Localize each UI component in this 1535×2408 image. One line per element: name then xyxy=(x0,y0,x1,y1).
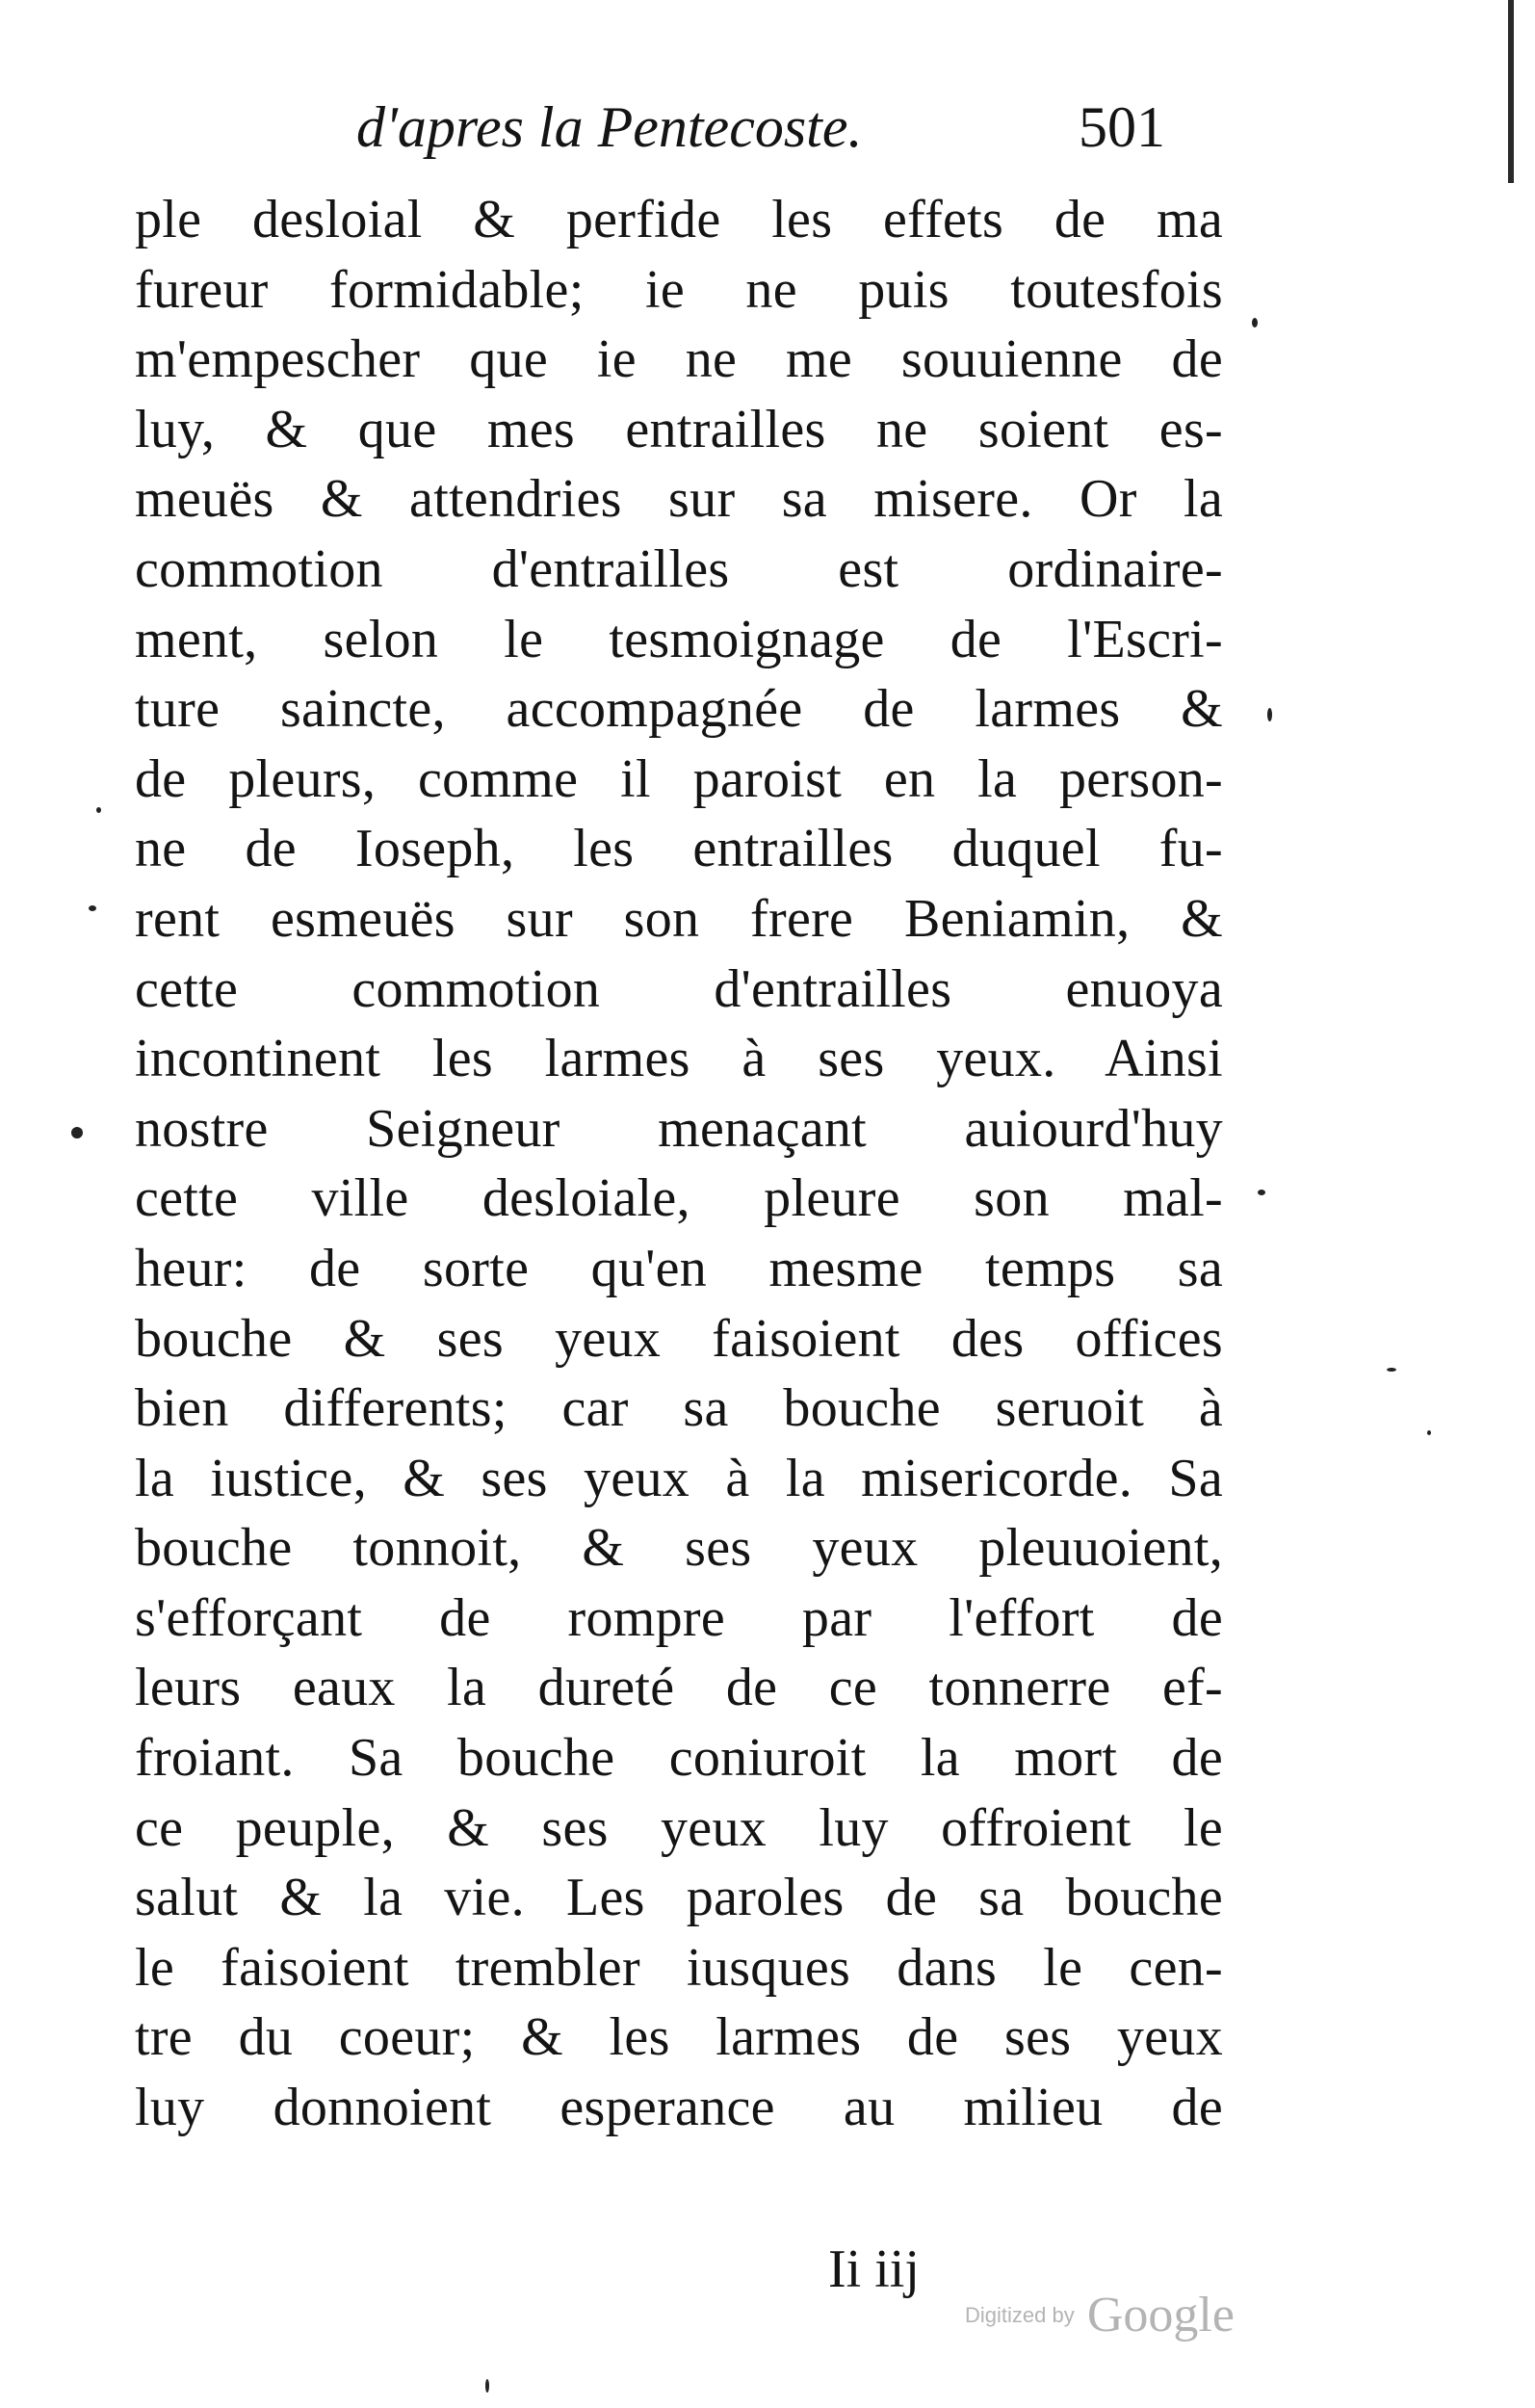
ink-speck xyxy=(485,2379,489,2393)
running-head xyxy=(250,89,1213,166)
text-line: de pleurs, comme il paroist en la person- xyxy=(135,748,1223,809)
text-line: cette commotion d'entrailles enuoya xyxy=(135,958,1223,1019)
text-line: bien differents; car sa bouche seruoit à xyxy=(135,1378,1223,1439)
text-line: ment, selon le tesmoignage de l'Escri- xyxy=(135,609,1223,669)
google-logo: Google xyxy=(1086,2288,1235,2343)
text-line: ple desloial & perfide les effets de ma xyxy=(135,190,1223,249)
digitized-watermark xyxy=(965,2287,1235,2343)
page-edge-line xyxy=(1508,0,1514,183)
text-line: meuës & attendries sur sa misere. Or la xyxy=(135,469,1223,530)
text-line: s'efforçant de rompre par l'effort de xyxy=(135,1587,1223,1648)
ink-speck xyxy=(1252,318,1258,327)
text-line: nostre Seigneur menaçant auiourd'huy xyxy=(135,1098,1223,1159)
text-line: tre du coeur; & les larmes de ses yeux xyxy=(135,2007,1223,2068)
ink-speck xyxy=(1267,708,1272,721)
text-line: ture saincte, accompagnée de larmes & xyxy=(135,679,1223,740)
signature-mark: Ii iij xyxy=(828,2239,920,2299)
text-line: m'empescher que ie ne me souuienne de xyxy=(135,329,1223,390)
ink-speck xyxy=(96,807,101,813)
text-line: le faisoient trembler iusques dans le cen- xyxy=(135,1937,1223,1998)
text-line: rent esmeuës sur son frere Beniamin, & xyxy=(135,888,1223,949)
text-line: heur: de sorte qu'en mesme temps sa xyxy=(135,1238,1223,1298)
text-line: incontinent les larmes à ses yeux. Ainsi xyxy=(135,1029,1223,1089)
text-line: ce peuple, & ses yeux luy offroient le xyxy=(135,1797,1223,1858)
page-number: 501 xyxy=(1079,95,1165,159)
ink-speck xyxy=(89,905,96,911)
text-line: froiant. Sa bouche coniuroit la mort de xyxy=(135,1728,1223,1789)
text-line: leurs eaux la dureté de ce tonnerre ef- xyxy=(135,1658,1223,1718)
ink-speck xyxy=(1427,1430,1431,1435)
text-line: bouche & ses yeux faisoient des offices xyxy=(135,1308,1223,1369)
text-line: bouche tonnoit, & ses yeux pleuuoient, xyxy=(135,1518,1223,1579)
body-text xyxy=(135,185,1223,2143)
ink-speck xyxy=(71,1127,83,1139)
text-line: salut & la vie. Les paroles de sa bouche xyxy=(135,1868,1223,1928)
ink-speck xyxy=(1258,1190,1265,1195)
ink-speck xyxy=(1387,1368,1396,1372)
text-line: luy, & que mes entrailles ne soient es- xyxy=(135,399,1223,459)
text-line: fureur formidable; ie ne puis toutesfois xyxy=(135,259,1223,320)
text-line: luy donnoient esperance au milieu de xyxy=(135,2078,1223,2138)
text-line: commotion d'entrailles est ordinaire- xyxy=(135,538,1223,599)
text-line: cette ville desloiale, pleure son mal- xyxy=(135,1168,1223,1229)
text-line: ne de Ioseph, les entrailles duquel fu- xyxy=(135,819,1223,879)
running-title: d'apres la Pentecoste. xyxy=(356,95,863,159)
watermark-label: Digitized by xyxy=(965,2302,1075,2327)
text-line: la iustice, & ses yeux à la misericorde. Sa xyxy=(135,1448,1223,1508)
